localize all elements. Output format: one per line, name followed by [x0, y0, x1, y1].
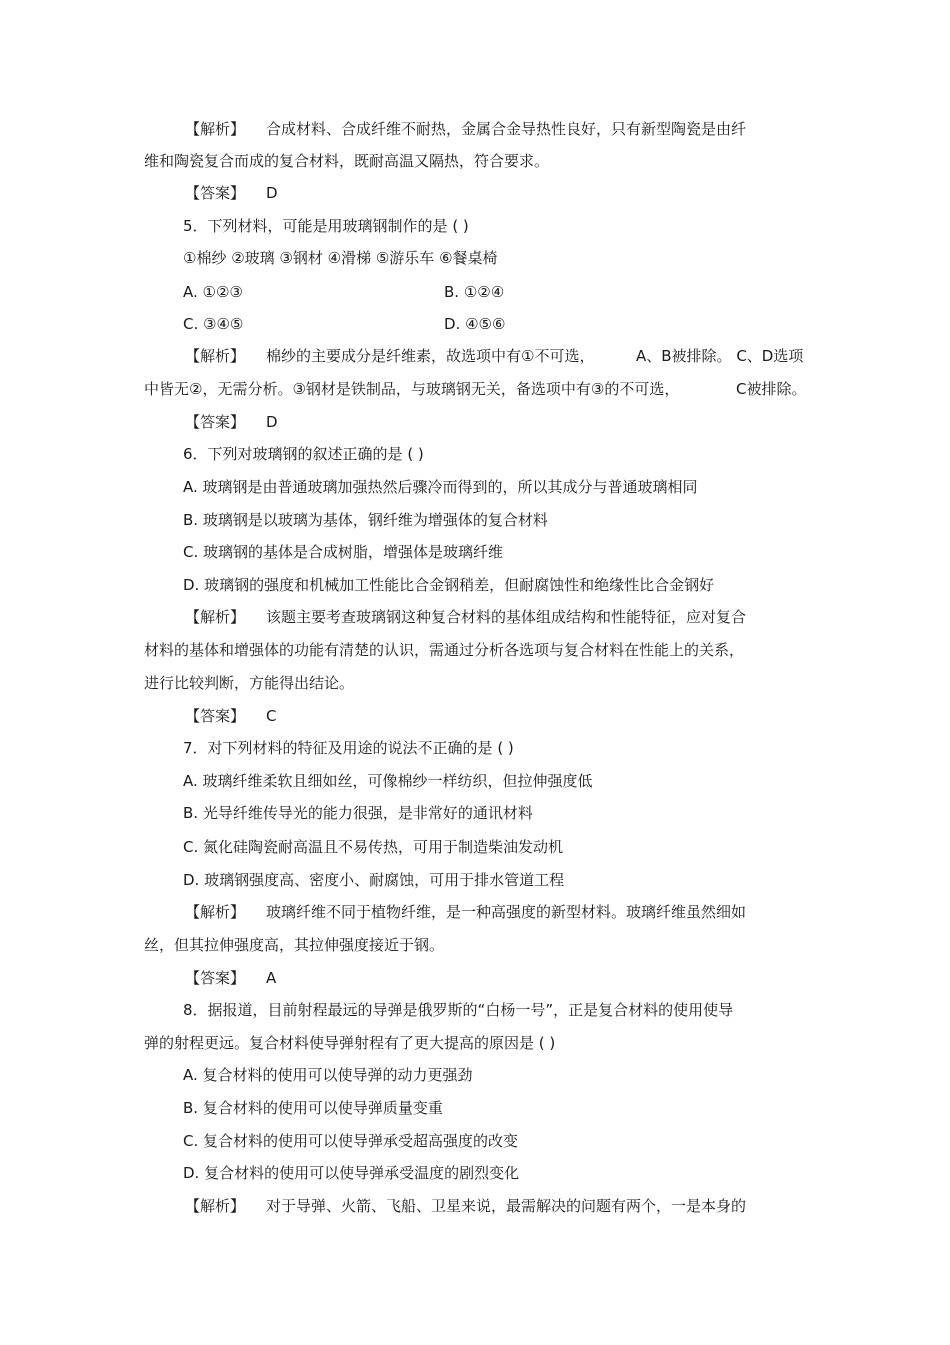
analysis-text: 中皆无②，无需分析。③钢材是铁制品，与玻璃钢无关，备选项中有③的不可选， [144, 380, 680, 398]
analysis-text: 材料的基体和增强体的功能有清楚的认识，需通过分析各选项与复合材料在性能上的关系， [144, 641, 745, 659]
option-a: A. 复合材料的使用可以使导弹的动力更强劲 [183, 1066, 473, 1084]
question-8-cont: 弹的射程更远。复合材料使导弹射程有了更大提高的原因是 ( ) [144, 1034, 556, 1052]
analysis-text: 棉纱的主要成分是纤维素，故选项中有①不可选， [266, 347, 595, 365]
material-list: ①棉纱 ②玻璃 ③钢材 ④滑梯 ⑤游乐车 ⑥餐桌椅 [183, 249, 498, 267]
analysis-text: 丝，但其拉伸强度高，其拉伸强度接近于钢。 [144, 936, 445, 954]
question-7: 7．对下列材料的特征及用途的说法不正确的是 ( ) [183, 739, 514, 757]
option-d: D. 复合材料的使用可以使导弹承受温度的剧烈变化 [183, 1164, 520, 1182]
analysis-text: 合成材料、合成纤维不耐热，金属合金导热性良好，只有新型陶瓷是由纤 [266, 120, 747, 138]
analysis-text: A、B被排除。 C、D选项 [636, 347, 804, 365]
analysis-tag: 【解析】 [185, 1197, 246, 1215]
question-5: 5．下列材料，可能是用玻璃钢制作的是 ( ) [183, 217, 469, 235]
answer-value: D [266, 184, 278, 202]
answer-tag: 【答案】 [185, 413, 246, 431]
analysis-tag: 【解析】 [185, 347, 246, 365]
answer-value: C [266, 707, 277, 725]
option-b: B. ①②④ [444, 283, 505, 301]
analysis-text: 该题主要考查玻璃钢这种复合材料的基体组成结构和性能特征，应对复合 [266, 608, 747, 626]
option-b: B. 玻璃钢是以玻璃为基体，钢纤维为增强体的复合材料 [183, 511, 548, 529]
analysis-text: 玻璃纤维不同于植物纤维，是一种高强度的新型材料。玻璃纤维虽然细如 [266, 903, 747, 921]
option-a: A. ①②③ [183, 283, 243, 301]
option-a: A. 玻璃纤维柔软且细如丝，可像棉纱一样纺织，但拉伸强度低 [183, 772, 593, 790]
option-b: B. 复合材料的使用可以使导弹质量变重 [183, 1099, 443, 1117]
answer-tag: 【答案】 [185, 184, 246, 202]
option-d: D. 玻璃钢的强度和机械加工性能比合金钢稍差，但耐腐蚀性和绝缘性比合金钢好 [183, 576, 715, 594]
analysis-tag: 【解析】 [185, 120, 246, 138]
analysis-tag: 【解析】 [185, 903, 246, 921]
option-b: B. 光导纤维传导光的能力很强，是非常好的通讯材料 [183, 804, 533, 822]
analysis-text: 进行比较判断，方能得出结论。 [144, 674, 355, 692]
answer-value: D [266, 413, 278, 431]
option-c: C. 氮化硅陶瓷耐高温且不易传热，可用于制造柴油发动机 [183, 838, 564, 856]
analysis-text: C被排除。 [736, 380, 807, 398]
answer-value: A [266, 969, 277, 987]
analysis-text: 对于导弹、火箭、飞船、卫星来说，最需解决的问题有两个，一是本身的 [266, 1197, 747, 1215]
option-c: C. ③④⑤ [183, 315, 244, 333]
answer-tag: 【答案】 [185, 707, 246, 725]
analysis-tag: 【解析】 [185, 608, 246, 626]
question-8: 8．据报道，目前射程最远的导弹是俄罗斯的“白杨一号”，正是复合材料的使用使导 [183, 1001, 734, 1019]
option-c: C. 复合材料的使用可以使导弹承受超高强度的改变 [183, 1132, 519, 1150]
option-c: C. 玻璃钢的基体是合成树脂，增强体是玻璃纤维 [183, 543, 504, 561]
option-d: D. ④⑤⑥ [444, 315, 506, 333]
answer-tag: 【答案】 [185, 969, 246, 987]
option-d: D. 玻璃钢强度高、密度小、耐腐蚀，可用于排水管道工程 [183, 871, 565, 889]
question-6: 6．下列对玻璃钢的叙述正确的是 ( ) [183, 445, 424, 463]
option-a: A. 玻璃钢是由普通玻璃加强热然后骤冷而得到的，所以其成分与普通玻璃相同 [183, 478, 698, 496]
analysis-text: 维和陶瓷复合而成的复合材料，既耐高温又隔热，符合要求。 [144, 152, 550, 170]
